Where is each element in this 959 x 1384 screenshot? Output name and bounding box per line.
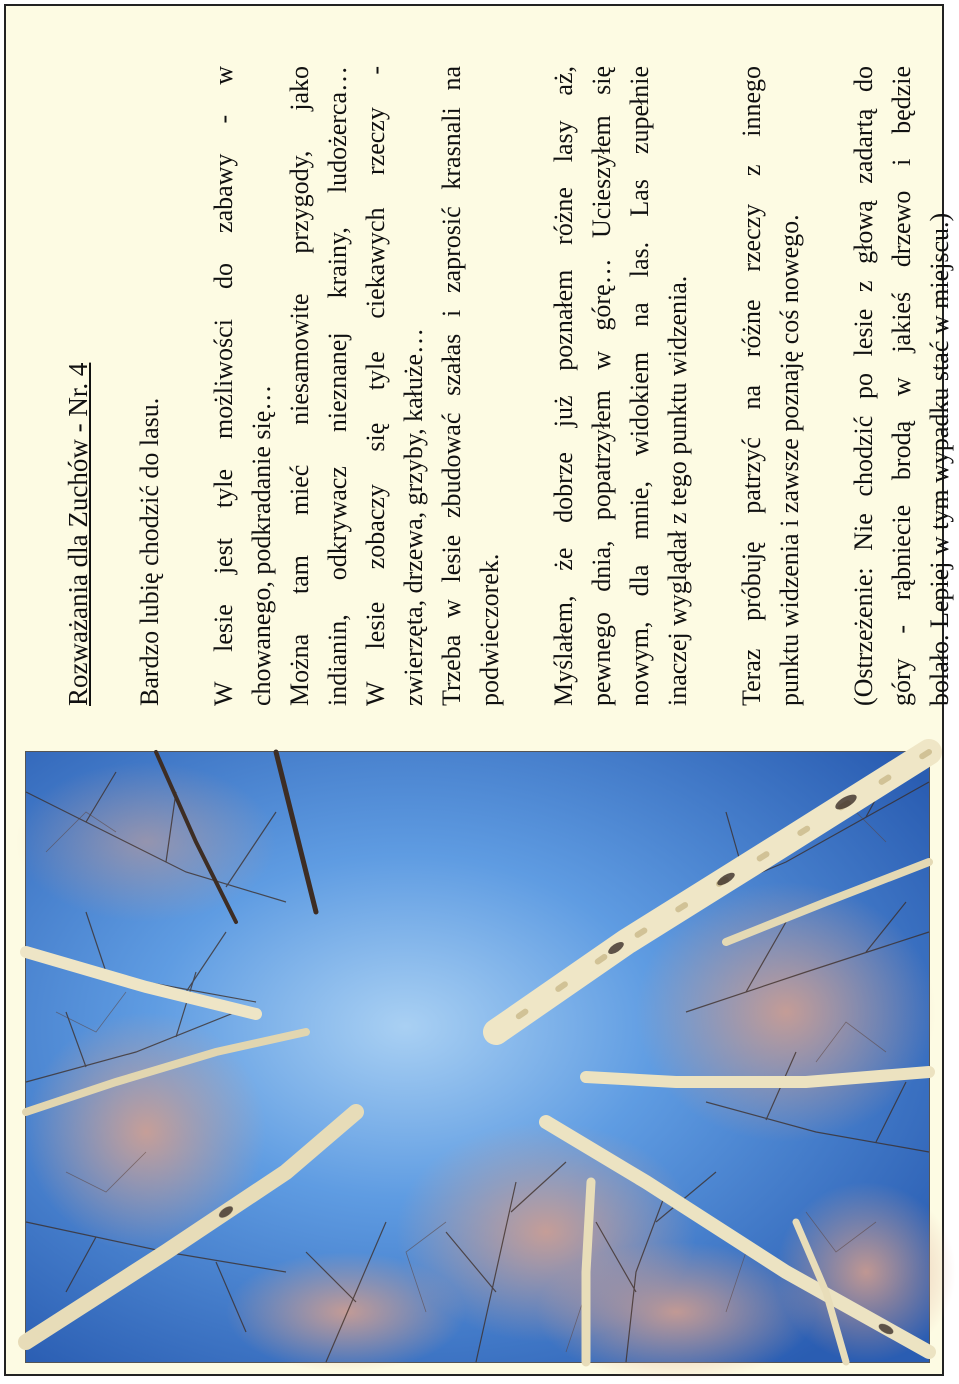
page-title: Rozważania dla Zuchów - Nr. 4 (63, 362, 93, 706)
paragraph-4 (845, 66, 959, 706)
p4-line: bolało. Lepiej w tym wypadku stać w miejscu.) (925, 212, 954, 706)
intro-line: Bardzo lubię chodzić do lasu. (135, 397, 164, 706)
p1-line: Trzeba w lesie zbudować szałas i zaprosić krasnali na (437, 66, 466, 706)
p1-line: chowanego, podkradanie się… (247, 384, 276, 706)
paragraph-3 (733, 66, 809, 706)
p1-line: podwieczorek. (475, 553, 504, 706)
intro-paragraph (131, 66, 169, 706)
p2-line: inaczej wyglądał z tego punktu widzenia. (663, 275, 692, 706)
paragraph-1 (205, 66, 509, 706)
birch-trees-illustration (26, 752, 929, 1362)
p1-line: zwierzęta, drzewa, grzyby, kałuże… (399, 328, 428, 706)
p2-line: nowym, dla mnie, widokiem na las. Las zupełnie (625, 66, 654, 706)
p1-line: W lesie zobaczy się tyle ciekawych rzeczy - (361, 66, 390, 706)
text-panel (25, 26, 954, 746)
p4-line: góry - rąbniecie brodą w jakieś drzewo i będzie (887, 66, 916, 706)
p4-line: (Ostrzeżenie: Nie chodzić po lesie z głową zadartą do (849, 66, 878, 706)
p1-line: indianin, odkrywacz nieznanej krainy, ludożerca… (323, 66, 352, 706)
p2-line: pewnego dnia, popatrzyłem w górę… Ucieszyłem się (587, 66, 616, 706)
p3-line: punktu widzenia i zawsze poznaję coś nowego. (775, 214, 804, 706)
p1-line: Można tam mieć niesamowite przygody, jako (285, 66, 314, 706)
p3-line: Teraz próbuję patrzyć na różne rzeczy z innego (737, 66, 766, 706)
p2-line: Myślałem, że dobrze już poznałem różne lasy aż, (549, 66, 578, 706)
booklet-page (4, 4, 954, 1376)
paragraph-2 (545, 66, 697, 706)
p1-line: W lesie jest tyle możliwości do zabawy - w (209, 66, 238, 706)
forest-photo (25, 751, 930, 1363)
